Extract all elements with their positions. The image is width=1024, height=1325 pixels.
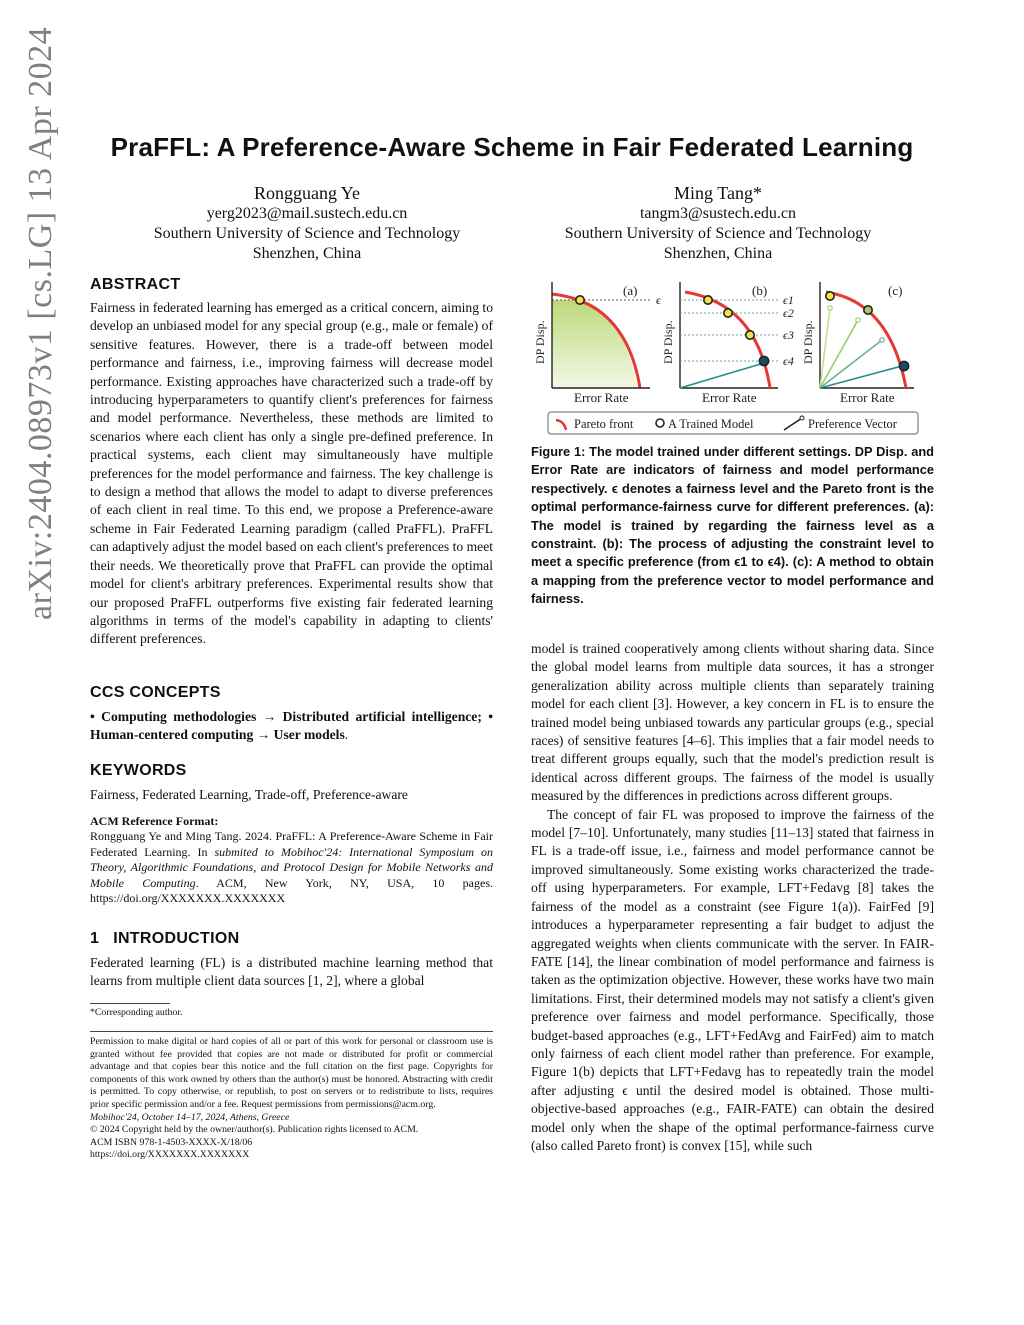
section-title: INTRODUCTION: [113, 930, 240, 947]
author-block-2: [518, 182, 918, 264]
ccs-text: [90, 708, 493, 745]
arxiv-identifier: arXiv:2404.08973v1 [cs.LG] 13 Apr 2024: [22, 26, 59, 620]
x-axis-label: Error Rate: [574, 390, 629, 405]
trained-model-point: [899, 361, 908, 370]
trained-model-point: [576, 296, 584, 304]
author-email[interactable]: yerg2023@mail.sustech.edu.cn: [206, 205, 408, 222]
x-axis-label: Error Rate: [840, 390, 895, 405]
acm-ref-part-1: Rongguang Ye and Ming Tang. 2024. PraFFL: A Preference-Aware Scheme in Fair Federated Learning. In: [90, 829, 493, 859]
intro-heading: [90, 930, 239, 948]
vector-tip: [880, 338, 884, 342]
panel-b: [661, 282, 794, 405]
figure-1-graphic: [530, 278, 940, 438]
intro-paragraph-1: model is trained cooperatively among clients without sharing data. Since the global model learns from multiple data sources, it has a stronger generalization ability across multiple clients than separately training model for each client [3]. However, a key concern in FL is to ensure the trained model being unbiased towards any particular groups (e.g., special races) of sensitive features [4–6]. This implies that a fair model needs to treat different groups equally, such that the model's prediction result is identical across different groups. The fairness of the model is usually measured by the differences in predictions across different groups.: [531, 641, 934, 804]
section-number: 1: [90, 930, 100, 947]
footnote-divider: [90, 1031, 493, 1032]
intro-paragraph-2: The concept of fair FL was proposed to improve the fairness of the model [7–10]. Unfortunately, many studies [11–13] stated that fairness in FL is a trade-off issue, i.e., fairness and model performance cannot be improved simultaneously. Some existing works characterized the trade-off using hyperparameters. For example, LFT+Fedavg [8] takes the fairness of the model as a constraint (see Figure 1(a)). FairFed [9] introduces a hyperparameter representing a fair budget to adjust the aggregated weights when clients communicate with the server. In FAIR-FATE [14], the linear combination of model performance and fairness is taken as the optimization objective. However, these works have two main limitations. First, their determined models may not satisfy a client's given preference over fairness and model performance. Specifically, those budget-based approaches (e.g., LFT+FedAvg and FairFed) aim to match only fairness of each client model rather than preference. For example, Figure 1(b) depicts that LFT+Fedavg has to repeatedly train the model after adjusting ϵ until the desired model is obtained. Those multi-objective-based approaches (e.g., FAIR-FATE) can obtain the desired model only when the shape of the optimal performance-fairness curve (also called Pareto front) is convex [15], while such: [531, 806, 934, 1153]
footnote-corresponding: *Corresponding author.: [90, 1007, 183, 1018]
panel-label: (a): [623, 283, 638, 298]
preference-vector: [820, 340, 882, 388]
epsilon-label-1: ϵ1: [783, 293, 794, 307]
figure-1: [530, 278, 940, 438]
author-name: Rongguang Ye: [253, 183, 360, 203]
legend-vector: Preference Vector: [808, 417, 897, 431]
author-name: Ming Tang*: [674, 183, 762, 203]
preference-vector: [680, 363, 764, 388]
panel-c: [801, 282, 914, 405]
keywords-text: Fairness, Federated Learning, Trade-off, Preference-aware: [90, 787, 408, 802]
doi-link[interactable]: https://doi.org/XXXXXXX.XXXXXXX: [90, 1149, 250, 1161]
x-axis-label: Error Rate: [702, 390, 757, 405]
ccs-concept-2: ; • Human-centered computing → User models: [90, 709, 493, 743]
abstract-heading: ABSTRACT: [90, 276, 181, 293]
ccs-end: .: [344, 727, 349, 743]
legend-pareto: Pareto front: [574, 417, 634, 431]
conference-info: Mobihoc'24, October 14–17, 2024, Athens, Greece: [90, 1111, 290, 1123]
epsilon-label-3: ϵ3: [783, 328, 794, 342]
vector-tip: [856, 318, 860, 322]
trained-model-point: [826, 292, 834, 300]
copyright-text: © 2024 Copyright held by the owner/author(s). Publication rights licensed to ACM.: [90, 1124, 419, 1136]
preference-vector: [820, 320, 858, 388]
acm-ref-venue: submited to Mobihoc'24: International Symposium on Theory, Algorithmic Foundations, and Protocol Design for Mobile Networks and Mobile Computing: [90, 844, 493, 890]
paper-title: PraFFL: A Preference-Aware Scheme in Fair Federated Learning: [110, 132, 914, 162]
figure-legend: [548, 412, 918, 434]
author-location: Shenzhen, China: [252, 245, 362, 262]
trained-model-point: [704, 296, 712, 304]
panel-label: (b): [752, 283, 768, 298]
author-location: Shenzhen, China: [663, 245, 773, 262]
y-axis-label: DP Disp.: [801, 320, 815, 364]
legend-model: A Trained Model: [668, 417, 754, 431]
panel-a: [533, 282, 662, 405]
trained-model-point: [724, 309, 732, 317]
trained-model-point: [746, 331, 754, 339]
intro-right-text: [531, 640, 934, 1155]
permission-notice: [90, 1036, 493, 1162]
vector-tip: [828, 306, 832, 310]
footnote-rule: [90, 1003, 170, 1004]
acm-ref-part-2: . ACM, New York, NY, USA, 10 pages. https://doi.org/XXXXXXX.XXXXXXX: [90, 875, 494, 905]
panel-label: (c): [888, 283, 903, 298]
trained-model-point: [864, 306, 872, 314]
model-legend-icon: [656, 419, 664, 427]
acm-reference-heading: ACM Reference Format:: [90, 814, 219, 828]
epsilon-label-2: ϵ2: [783, 306, 794, 320]
ccs-heading: CCS CONCEPTS: [90, 684, 221, 701]
keywords-heading: KEYWORDS: [90, 762, 187, 779]
y-axis-label: DP Disp.: [533, 320, 547, 364]
epsilon-label-4: ϵ4: [783, 354, 794, 368]
intro-left-text: Federated learning (FL) is a distributed machine learning method that learns from multiple client data sources [1, 2], where a global: [90, 955, 493, 989]
preference-vector: [820, 308, 830, 388]
author-block-1: [107, 182, 507, 264]
isbn-text: ACM ISBN 978-1-4503-XXXX-X/18/06: [90, 1136, 253, 1148]
permission-text: Permission to make digital or hard copies of all or part of this work for personal or classroom use is granted without fee provided that copies are not made or distributed for profit or commercial advantage and that copies bear this notice and the full citation on the first page. Copyrights for components of this work owned by others than the author(s) must be honored. Abstracting with credit is permitted. To copy otherwise, or republish, to post on servers or to redistribute to lists, requires prior specific permission and/or a fee. Request permissions from permissions@acm.org.: [90, 1036, 493, 1110]
y-axis-label: DP Disp.: [661, 320, 675, 364]
author-affiliation: Southern University of Science and Technology: [153, 225, 461, 242]
ccs-concept-1: • Computing methodologies → Distributed artificial intelligence: [90, 709, 478, 724]
vector-legend-tip: [800, 416, 804, 420]
author-affiliation: Southern University of Science and Technology: [564, 225, 872, 242]
abstract-text: Fairness in federated learning has emerged as a critical concern, aiming to develop an unbiased model for any special group (e.g., male or female) of sensitive features. However, there is a trade-off between model performance and fairness, i.e., improving fairness will decrease model performance. Existing approaches have characterized such a trade-off by introducing hyperparameters to quantify client's preferences for fairness and model performance. Nevertheless, these methods are limited to scenarios where each client has only a single pre-defined preference. In practical systems, each client may simultaneously have multiple preferences for the model performance and fairness. The key challenge is to design a method that allows the model to adapt to diverse preferences of each client in real time. To this end, we propose a Preference-aware scheme in Fair Federated Learning paradigm (called PraFFL). PraFFL can adaptively adjust the model based on each client's preferences to meet their needs. We theoretically prove that PraFFL can provide the optimal model for client's arbitrary preferences. Experimental results show that our proposed PraFFL outperforms five existing fair federated learning algorithms in terms of the model's capability in adapting to clients' different preferences.: [90, 300, 493, 647]
figure-caption: Figure 1: The model trained under different settings. DP Disp. and Error Rate are indicators of fairness and model performance respectively. ϵ denotes a fairness level and the Pareto front is the optimal performance-fairness curve for different preferences. (a): The model is trained by regarding the fairness level as a constraint. (b): The process of adjusting the constraint level to meet a specific preference (from ϵ1 to ϵ4). (c): A method to obtain a mapping from the preference vector to model performance and fairness.: [531, 444, 934, 607]
epsilon-label: ϵ: [656, 293, 661, 307]
acm-reference-text: [90, 829, 493, 907]
preference-vector: [820, 366, 902, 388]
author-email[interactable]: tangm3@sustech.edu.cn: [639, 205, 797, 222]
trained-model-point-target: [759, 356, 768, 365]
